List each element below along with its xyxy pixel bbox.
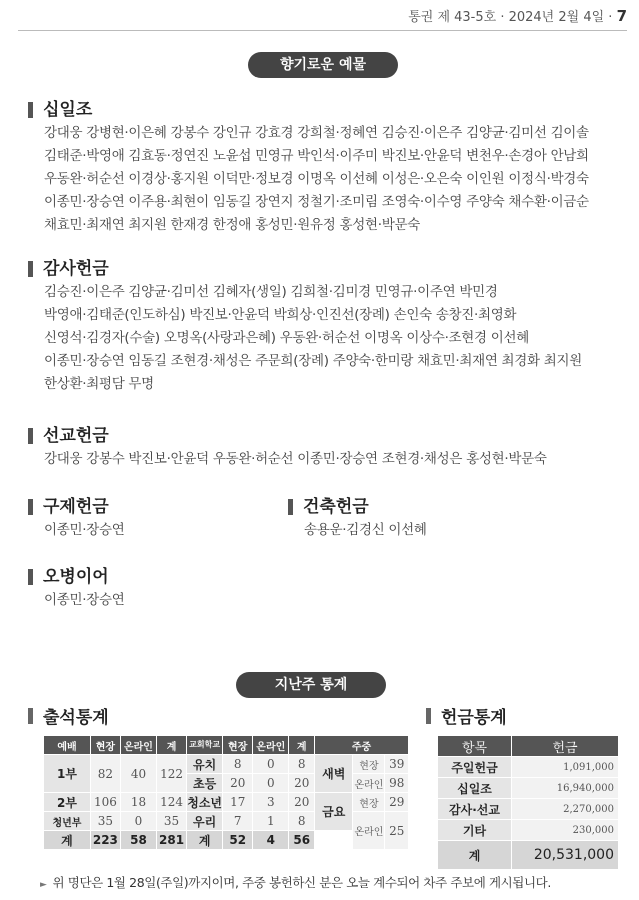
col-header: 현장 (90, 736, 120, 755)
name-line: 우동완·허순선 이경상·홍지원 이덕만·정보경 이명옥 이선혜 이성은·오은숙 이인원 이정식·박경숙 (44, 171, 589, 187)
offerings-banner: 향기로운 예물 (248, 52, 398, 78)
section-marker (28, 499, 33, 515)
section-title (28, 565, 124, 589)
name-list (44, 122, 589, 237)
name-line: 이종민·장승연 (44, 522, 125, 538)
section-title (28, 424, 547, 448)
col-header: 항목 (438, 736, 512, 757)
triangle-bullet-icon: ► (40, 880, 47, 890)
col-header: 예배 (44, 736, 91, 755)
table-row: 주일헌금 1,091,000 (438, 757, 619, 778)
table-total-row: 계 20,531,000 (438, 841, 619, 870)
name-line: 채효민·최재연 최지원 한재경 한정애 홍성민·원유정 홍성현·박문숙 (44, 217, 420, 233)
section-title (28, 98, 589, 122)
issue-info: 통권 제 43-5호 · 2024년 2월 4일 · (408, 10, 617, 25)
section-title (28, 495, 124, 519)
col-header: 주중 (315, 736, 409, 755)
col-header: 헌금 (512, 736, 619, 757)
relief-section (28, 495, 124, 542)
name-list (304, 519, 427, 542)
footnote: ► 위 명단은 1월 28일(주일)까지이며, 주중 봉헌하신 분은 오늘 계수되어 차주 주보에 게시됩니다. (40, 875, 551, 890)
col-header: 교회학교 (186, 736, 222, 755)
section-marker (28, 102, 33, 118)
name-line: 이종민·장승연 (44, 592, 125, 608)
five-loaves-section (28, 565, 124, 612)
cash-table (437, 735, 619, 870)
tithe-title: 십일조 (43, 100, 93, 120)
col-header: 현장 (223, 736, 253, 755)
page-header (408, 6, 627, 25)
col-header: 계 (157, 736, 187, 755)
name-line: 박영애·김태준(인도하심) 박진보·안윤덕 박희상·인진선(장례) 손인숙 송창진·최영화 (44, 307, 517, 323)
table-header-row (438, 736, 619, 757)
name-list (44, 281, 582, 396)
col-header: 계 (289, 736, 315, 755)
stats-banner: 지난주 통계 (236, 672, 386, 698)
name-line: 이종민·장승연 임동길 조현경·채성은 주문희(장례) 주양숙·한미랑 채효민·최재연 최경화 최지원 (44, 353, 582, 369)
section-marker (28, 261, 33, 277)
building-title: 건축헌금 (303, 497, 369, 517)
section-marker (28, 428, 33, 444)
name-list (44, 519, 124, 542)
name-line: 이종민·장승연 이주용·최현이 임동길 장연지 정철기·조미림 조영숙·이수영 주양숙 채수환·이금순 (44, 194, 589, 210)
table-row: 청년부 35 0 35 우리 7 1 8 온라인 25 (44, 812, 409, 831)
section-marker (28, 569, 33, 585)
name-line: 강대웅 강봉수 박진보·안윤덕 우동완·허순선 이종민·장승연 조현경·채성은 홍성현·박문숙 (44, 451, 547, 467)
table-row: 감사·선교 2,270,000 (438, 799, 619, 820)
page-number: 7 (616, 7, 627, 25)
attendance-title: 출석통계 (28, 703, 109, 728)
mission-title: 선교헌금 (43, 426, 109, 446)
name-list (44, 589, 124, 612)
tithe-section (28, 98, 589, 237)
name-line: 강대웅 강병현·이은혜 강봉수 강인규 강효경 강희철·정혜연 김승진·이은주 김양균·김미선 김이솔 (44, 125, 589, 141)
mission-section (28, 424, 547, 471)
section-marker (288, 499, 293, 515)
table-row: 초등 20 0 20 온라인 98 (44, 774, 409, 793)
relief-title: 구제헌금 (43, 497, 109, 517)
table-header-row (44, 736, 409, 755)
name-line: 한상환·최평담 무명 (44, 376, 154, 392)
thanks-section (28, 257, 582, 396)
table-row: 1부 82 40 122 유치 8 0 8 새벽 현장 39 (44, 755, 409, 774)
col-header: 온라인 (253, 736, 289, 755)
table-total-row: 계 223 58 281 계 52 4 56 (44, 831, 409, 850)
section-title (28, 257, 582, 281)
name-line: 송용운·김경신 이선혜 (304, 522, 427, 538)
name-line: 김태준·박영애 김효동·정연진 노윤섭 민영규 박인석·이주미 박진보·안윤덕 변천우·손경아 안남희 (44, 148, 589, 164)
section-marker (28, 708, 33, 724)
section-marker (426, 708, 431, 724)
table-row: 기타 230,000 (438, 820, 619, 841)
col-header: 온라인 (120, 736, 156, 755)
table-row: 2부 106 18 124 청소년 17 3 20 금요 현장 29 (44, 793, 409, 812)
name-list (44, 448, 547, 471)
table-row: 십일조 16,940,000 (438, 778, 619, 799)
header-divider (18, 30, 627, 31)
thanks-title: 감사헌금 (43, 259, 109, 279)
section-title (288, 495, 427, 519)
attendance-table (43, 735, 409, 850)
five-loaves-title: 오병이어 (43, 567, 109, 587)
cash-title: 헌금통계 (426, 703, 507, 728)
building-section (288, 495, 427, 542)
name-line: 신영석·김경자(수술) 오명옥(사랑과은혜) 우동완·허순선 이명옥 이상수·조현경 이선혜 (44, 330, 529, 346)
name-line: 김승진·이은주 김양균·김미선 김혜자(생일) 김희철·김미경 민영규·이주연 박민경 (44, 284, 498, 300)
